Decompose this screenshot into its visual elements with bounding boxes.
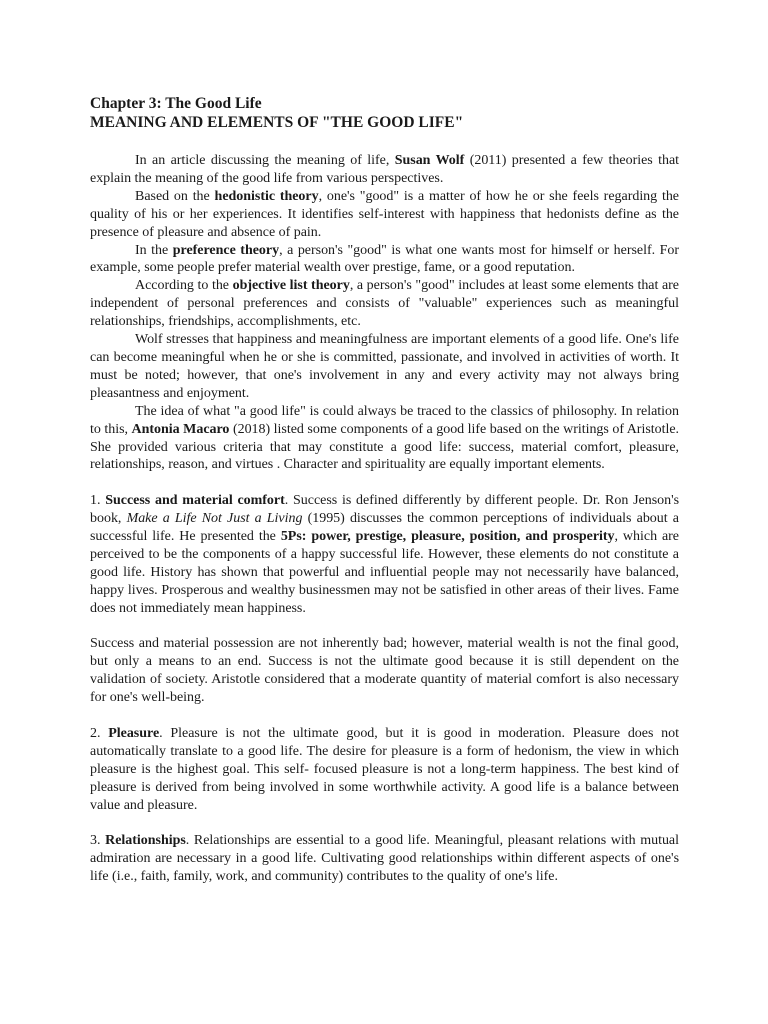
element-heading: Relationships bbox=[105, 833, 186, 849]
author-name: Antonia Macaro bbox=[131, 421, 230, 437]
paragraph-wolf: Wolf stresses that happiness and meaningfulness are important elements of a good life. One's life can become meaningful when he or she is committed, passionate, and involved in activities of worth. It must be noted; however, that one's involvement in any and every activity may not always bring pleasantness and enjoyment. bbox=[90, 332, 679, 401]
chapter-heading: Chapter 3: The Good Life bbox=[90, 95, 262, 112]
section-title: MEANING AND ELEMENTS OF "THE GOOD LIFE" bbox=[90, 114, 464, 131]
element-relationships: 3. Relationships. Relationships are essential to a good life. Meaningful, pleasant relations with mutual admiration are necessary in a good life. Cultivating good relationships within different aspects of one's life (i.e., faith, family, work, and community) contributes to the quality of one's life. bbox=[90, 833, 679, 885]
term-hedonistic-theory: hedonistic theory bbox=[214, 188, 319, 204]
paragraph-intro: In an article discussing the meaning of life, Susan Wolf (2011) presented a few theories that explain the meaning of the good life from various perspectives. bbox=[90, 153, 680, 186]
five-ps: 5Ps: power, prestige, pleasure, position, and prosperity bbox=[280, 529, 615, 545]
element-pleasure: 2. Pleasure. Pleasure is not the ultimate good, but it is good in moderation. Pleasure does not automatically translate to a good life. The desire for pleasure is a form of hedonism, the view in which pleasure is the highest goal. This self- focused pleasure is not a long-term happiness. The best kind of pleasure is derived from being involved in some worthwhile activity. A good life is a balance between value and pleasure. bbox=[90, 725, 679, 813]
paragraph-preference-theory: In the preference theory, a person's "good" is what one wants most for himself or herself. For example, some people prefer material wealth over prestige, fame, or a good reputation. bbox=[90, 242, 680, 276]
term-preference-theory: preference theory bbox=[172, 242, 280, 258]
document-body bbox=[90, 94, 679, 886]
element-heading: Pleasure bbox=[108, 725, 160, 741]
paragraph-material-possession: Success and material possession are not inherently bad; however, material wealth is not the final good, but only a means to an end. Success is not the ultimate good because it is still dependent on the validation of society. Aristotle considered that a moderate quantity of material comfort is also necessary for one's well-being. bbox=[90, 636, 679, 706]
element-success: 1. Success and material comfort. Success is defined differently by different people. Dr. Ron Jenson's book, Make a Life Not Just a Living (1995) discusses the common perceptions of individuals about a successful life. He presented the 5Ps: power, prestige, pleasure, position, and prosperity, which are perceived to be the components of a happy successful life. However, these elements do not constitute a good life. History has shown that powerful and influential people may not necessarily have balanced, happy lives. Prosperous and wealthy businessmen may not be satisfied in other areas of their lives. Fame does not immediately mean happiness. bbox=[90, 493, 680, 616]
book-title: Make a Life Not Just a Living bbox=[126, 511, 303, 527]
paragraph-objective-list-theory: According to the objective list theory, a person's "good" includes at least some elements that are independent of personal preferences and consists of "valuable" experiences such as meaningful relationships, friendships, accomplishments, etc. bbox=[90, 278, 679, 330]
term-objective-list-theory: objective list theory bbox=[232, 278, 350, 294]
paragraph-aristotle: The idea of what "a good life" is could always be traced to the classics of philosophy. In relation to this, Antonia Macaro (2018) listed some components of a good life based on the writings of Aristotle. She provided various criteria that may constitute a good life: success, material comfort, pleasure, relationships, reason, and virtues . Character and spirituality are equally important elements. bbox=[90, 403, 680, 473]
element-heading: Success and material comfort bbox=[105, 493, 285, 509]
author-name: Susan Wolf bbox=[394, 153, 465, 168]
paragraph-hedonistic-theory: Based on the hedonistic theory, one's "good" is a matter of how he or she feels regarding the quality of his or her experiences. It identifies self-interest with happiness that hedonists define as the presence of pleasure and absence of pain. bbox=[90, 188, 679, 240]
